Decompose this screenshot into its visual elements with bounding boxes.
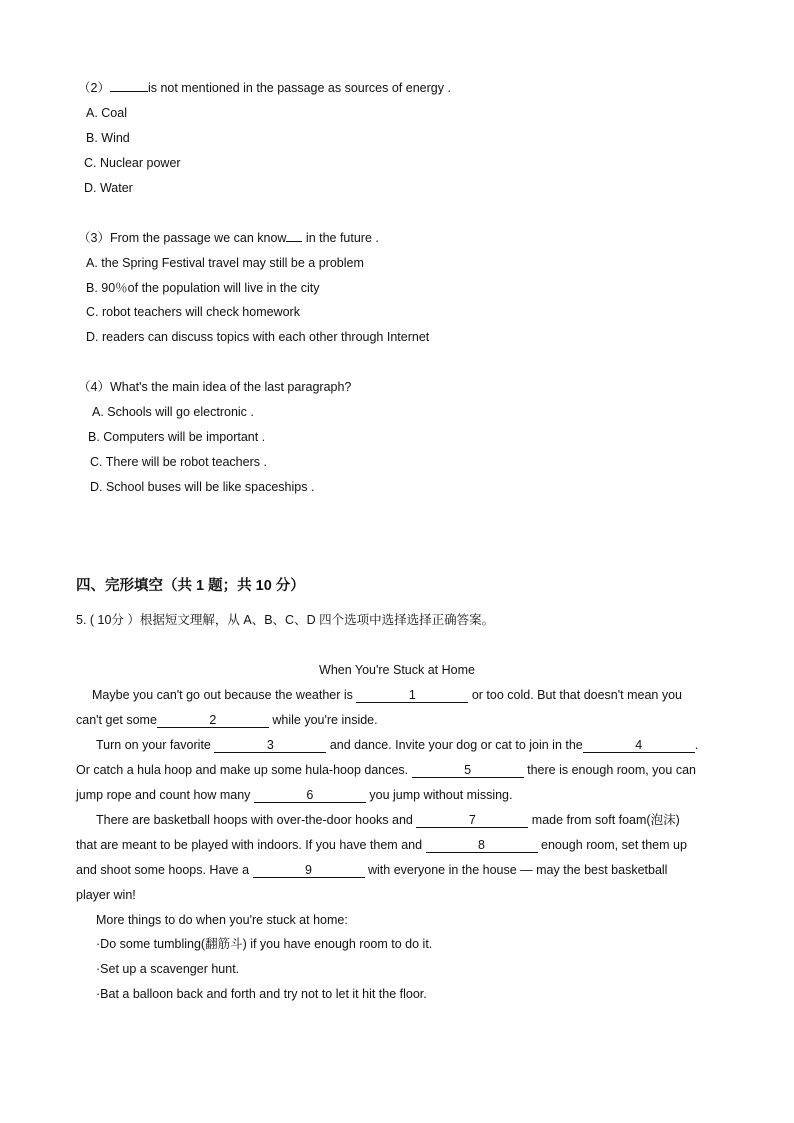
q3-option-c: C. robot teachers will check homework: [86, 305, 300, 319]
section-instruction: 5. ( 10分 ）根据短文理解，从 A、B、C、D 四个选项中选择选择正确答案。: [76, 613, 495, 627]
q3-option-d: D. readers can discuss topics with each other through Internet: [86, 330, 430, 344]
section-title: 四、完形填空（共 1 题；共 10 分）: [76, 578, 305, 594]
blank-9: 9: [253, 863, 365, 878]
q3-stem: （3）From the passage we can know in the future .: [78, 231, 379, 245]
q3-option-b: B. 90％of the population will live in the city: [86, 281, 320, 295]
more-things-title: More things to do when you're stuck at home:: [96, 913, 348, 927]
more-item-1: ·Do some tumbling(翻筋斗) if you have enough room to do it.: [96, 937, 433, 951]
q2-option-d: D. Water: [84, 181, 133, 195]
blank-2: 2: [157, 713, 269, 728]
q4-option-d: D. School buses will be like spaceships .: [90, 480, 315, 494]
passage-line-2: can't get some 2 while you're inside.: [76, 713, 378, 727]
blank-7: 7: [416, 813, 528, 828]
blank-3: 3: [214, 738, 326, 753]
passage-line-6: There are basketball hoops with over-the-door hooks and 7 made from soft foam(泡沫): [96, 813, 680, 827]
blank-5: 5: [412, 763, 524, 778]
passage-line-8: and shoot some hoops. Have a 9 with everyone in the house — may the best basketball: [76, 863, 668, 877]
q4-stem: （4）What's the main idea of the last paragraph?: [78, 380, 352, 394]
passage-line-5: jump rope and count how many 6 you jump without missing.: [76, 788, 513, 802]
q2-option-b: B. Wind: [86, 131, 130, 145]
blank-6: 6: [254, 788, 366, 803]
q4-option-c: C. There will be robot teachers .: [90, 455, 267, 469]
passage-line-3: Turn on your favorite 3 and dance. Invite your dog or cat to join in the 4 .: [96, 738, 699, 752]
q2-blank: [110, 91, 148, 92]
more-item-3: ·Bat a balloon back and forth and try not to let it hit the floor.: [96, 987, 427, 1001]
passage-line-9: player win!: [76, 888, 136, 902]
q4-option-a: A. Schools will go electronic .: [92, 405, 254, 419]
passage-line-7: that are meant to be played with indoors. If you have them and 8 enough room, set them up: [76, 838, 687, 852]
blank-8: 8: [426, 838, 538, 853]
passage-title: When You're Stuck at Home: [319, 663, 475, 677]
more-item-2: ·Set up a scavenger hunt.: [96, 962, 240, 976]
q3-blank: [286, 241, 302, 242]
passage-line-4: Or catch a hula hoop and make up some hula-hoop dances. 5 there is enough room, you can: [76, 763, 696, 777]
blank-4: 4: [583, 738, 695, 753]
q2-stem: （2） is not mentioned in the passage as sources of energy .: [78, 81, 451, 95]
q2-option-c: C. Nuclear power: [84, 156, 181, 170]
q4-option-b: B. Computers will be important .: [88, 430, 266, 444]
q3-option-a: A. the Spring Festival travel may still be a problem: [86, 256, 364, 270]
blank-1: 1: [356, 688, 468, 703]
q2-option-a: A. Coal: [86, 106, 127, 120]
passage-line-1: Maybe you can't go out because the weather is 1 or too cold. But that doesn't mean you: [92, 688, 682, 702]
